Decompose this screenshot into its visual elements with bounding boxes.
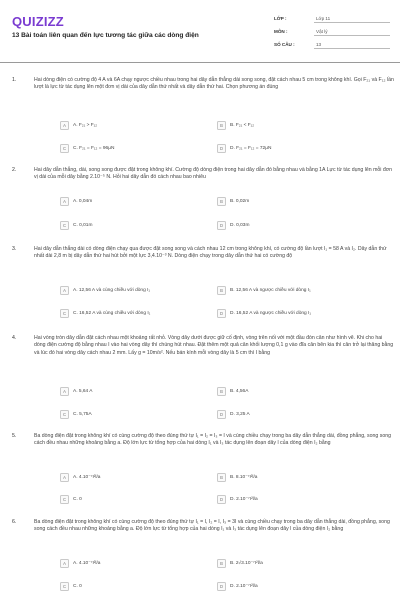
option-d[interactable] [217,219,377,231]
question-number: 4. [12,335,17,341]
question-4 [12,335,392,427]
option-letter: B [217,197,226,206]
option-c[interactable] [60,142,220,154]
question-6 [12,519,392,597]
question-number: 2. [12,167,17,173]
option-b[interactable] [217,385,377,397]
option-letter: A [60,286,69,295]
option-d[interactable] [217,493,377,505]
option-letter: C [60,495,69,504]
option-text: D. 0,03m [230,222,250,228]
option-letter: A [60,473,69,482]
question-2 [12,167,392,235]
meta-value: 13 [314,40,390,49]
option-text: D. 2.10⁻⁷I²l/a [230,583,258,589]
option-text: B. 8.10⁻⁷I²l/a [230,474,258,480]
option-letter: C [60,144,69,153]
option-letter: B [217,121,226,130]
quizizz-logo: QUIZIZZ [12,14,64,29]
option-letter: B [217,286,226,295]
question-text: Ba dòng điện đặt trong không khí có cùng cường độ theo đúng thứ tự I₁ = I, I₂ = I, I₃ = 3I và cùng chiều chạy trong ba dây dẫn thẳng dài, đồng phẳng, song song cách đều nhau những khoảng bằng a. Độ lớn lực từ tổng hợp của hai dòng I₁ và I₃ tác dụng lên đoạn dây l của dòng điện I₂ bằng [34,519,390,533]
meta-value: Lớp 11 [314,14,390,23]
question-number: 3. [12,246,17,252]
option-text: C. 0,01m [73,222,93,228]
option-letter: D [217,309,226,318]
option-d[interactable] [217,142,377,154]
option-letter: C [60,309,69,318]
option-a[interactable] [60,195,220,207]
option-c[interactable] [60,580,220,592]
meta-info [274,12,390,51]
option-a[interactable] [60,557,220,569]
option-a[interactable] [60,284,220,296]
meta-label: MÔN : [274,29,288,34]
option-text: A. 12,56 A và cùng chiều với dòng I₁ [73,287,151,293]
question-number: 1. [12,77,17,83]
option-text: A. 5,64 A [73,388,93,394]
option-text: A. F₂₁ > F₁₂ [73,122,98,128]
question-3 [12,246,392,322]
option-letter: B [217,559,226,568]
meta-count [274,38,390,51]
header-divider [0,62,400,63]
option-text: A. 4.10⁻⁷I²l/a [73,474,101,480]
question-text: Hai dây dẫn thẳng, dài, song song được đặt trong không khí. Cường độ dòng điện trong hai dây dẫn đó bằng nhau và bằng 1A Lực từ tác dụng lên mỗi đơn vị dài của mỗi dây bằng 2.10⁻⁵ N. Hỏi hai dây dẫn đó cách nhau bao nhiêu [34,167,393,181]
document-header [0,0,400,60]
question-number: 6. [12,519,17,525]
document-title: 13 Bài toán liên quan đến lực tương tác giữa các dòng điện [12,32,199,39]
question-text: Hai dòng điện có cường độ 4 A và 6A chạy ngược chiều nhau trong hai dây dẫn thẳng dài song song, đặt cách nhau 5 cm trong không khí. Gọi F₂₁ và F₁₂ lần lượt là lực từ tác dụng lên một đơn vị dài của dây dẫn thứ nhất và dây dẫn thứ hai. Chọn phương án đúng [34,77,394,91]
option-c[interactable] [60,219,220,231]
option-letter: B [217,387,226,396]
option-text: D. 3,25 A [230,411,250,417]
meta-label: SỐ CÂU : [274,42,295,47]
option-text: D. F₂₁ = F₁₂ = 72μN [230,145,272,151]
option-letter: D [217,582,226,591]
question-text: Hai vòng tròn dây dẫn đặt cách nhau một khoảng rất nhỏ. Vòng dây dưới được giữ cố định, vòng trên nối với một đầu đòn cân như hình vẽ. Khi cho hai dòng điện cường độ bằng nhau I vào hai vòng dây thì chúng hút nhau. Đặt thêm một quả cân khối lượng 0,1 g vào đĩa cân bên kia thì cân trở lại thăng bằng và lúc đó hai vòng dây cách nhau 2 mm. Lấy g = 10m/s². Nếu bán kính mỗi vòng dây là 5 cm thì I bằng [34,335,394,356]
option-letter: A [60,197,69,206]
option-c[interactable] [60,307,220,319]
question-5 [12,433,392,507]
option-b[interactable] [217,557,377,569]
option-b[interactable] [217,284,377,296]
option-letter: D [217,221,226,230]
option-text: D. 16,52 A và ngược chiều với dòng I₁ [230,310,311,316]
meta-label: LỚP : [274,16,287,21]
option-text: C. 0 [73,583,82,589]
option-text: C. 16,52 A và cùng chiều với dòng I₁ [73,310,151,316]
option-text: B. 4,56A [230,388,249,394]
option-text: B. 12,56 A và ngược chiều với dòng I₁ [230,287,311,293]
option-letter: D [217,410,226,419]
option-d[interactable] [217,580,377,592]
question-text: Hai dây dẫn thẳng dài có dòng điện chạy qua được đặt song song và cách nhau 12 cm trong không khí, có cường độ lần lượt I₁ = 58 A và I₂. Dây dẫn thứ nhất dài 2,8 m bị dây dẫn thứ hai hút bởi một lực 3,4.10⁻³ N. Dòng điện chạy trong dây dẫn thứ hai có cường độ [34,246,387,260]
question-1 [12,77,392,163]
meta-value: Vật lý [314,27,390,36]
option-letter: A [60,121,69,130]
option-a[interactable] [60,471,220,483]
option-letter: C [60,221,69,230]
option-text: C. 0 [73,496,82,502]
option-d[interactable] [217,408,377,420]
option-letter: A [60,559,69,568]
option-letter: D [217,144,226,153]
option-text: C. 5,75A [73,411,92,417]
question-number: 5. [12,433,17,439]
option-a[interactable] [60,385,220,397]
option-text: B. F₂₁ < F₁₂ [230,122,255,128]
option-b[interactable] [217,119,377,131]
option-text: C. F₂₁ = F₁₂ = 96μN [73,145,115,151]
option-a[interactable] [60,119,220,131]
option-b[interactable] [217,471,377,483]
option-letter: C [60,582,69,591]
option-letter: D [217,495,226,504]
option-letter: A [60,387,69,396]
option-c[interactable] [60,408,220,420]
option-text: A. 0,04m [73,198,93,204]
option-text: D. 2.10⁻⁷I²l/a [230,496,258,502]
option-text: A. 4.10⁻⁷I²l/a [73,560,101,566]
option-letter: C [60,410,69,419]
option-b[interactable] [217,195,377,207]
option-letter: B [217,473,226,482]
option-d[interactable] [217,307,377,319]
meta-subject [274,25,390,38]
question-text: Ba dòng điện đặt trong không khí có cùng cường độ theo đúng thứ tự I₁ = I₂ = I₃ = I và cùng chiều chạy trong ba dây dẫn thẳng dài, đồng phẳng, song song cách đều nhau những khoảng bằng a. Độ lớn lực từ tổng hợp của hai dòng I₁ và I₃ tác dụng lên đoạn dây l của dòng điện I₂ bằng [34,433,391,447]
option-text: B. 2√3.10⁻⁷I²l/a [230,560,263,566]
option-text: B. 0,02m [230,198,250,204]
option-c[interactable] [60,493,220,505]
meta-class [274,12,390,25]
